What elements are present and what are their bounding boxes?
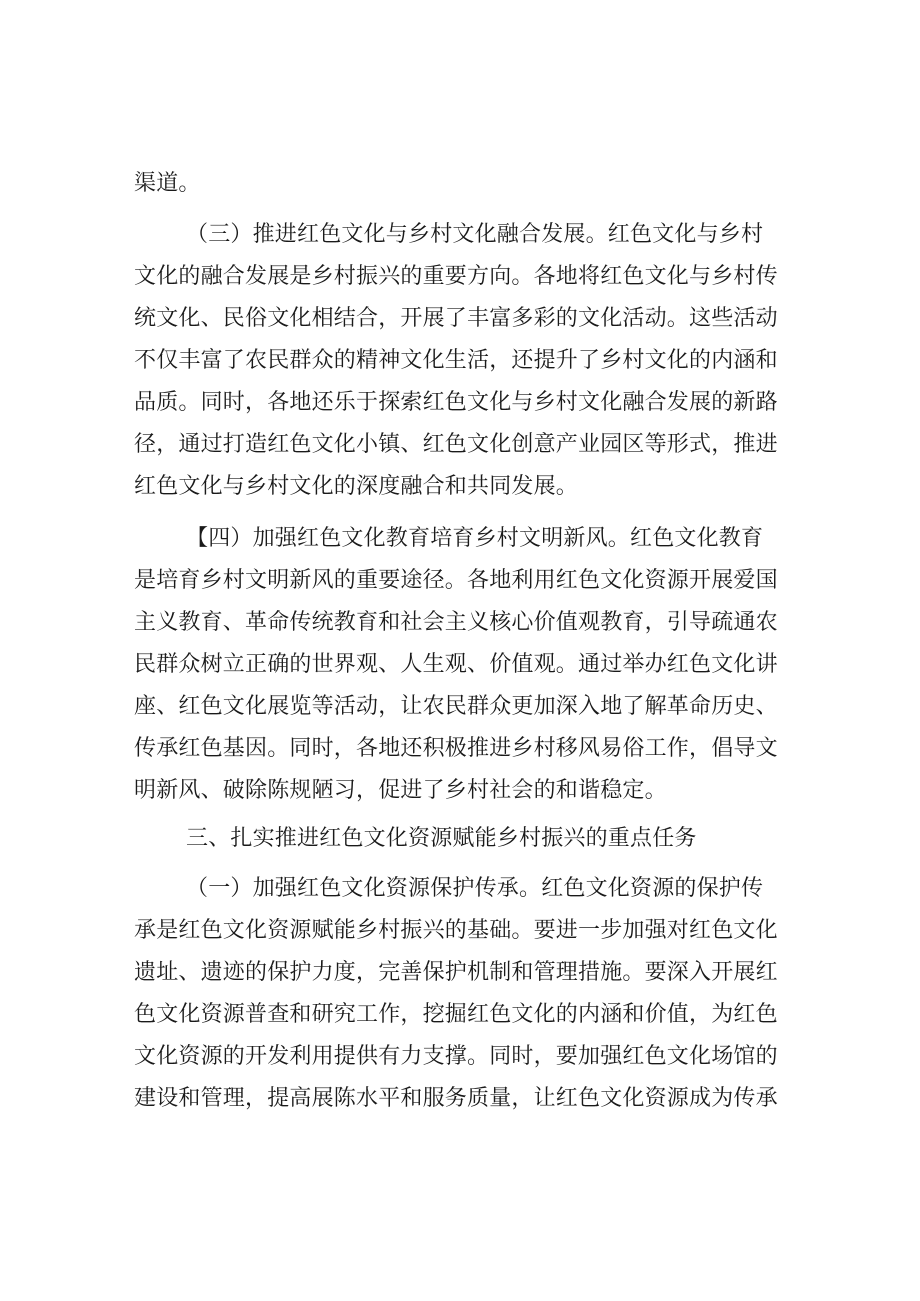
text-line: 建设和管理，提高展陈水平和服务质量，让红色文化资源成为传承 [134,1086,778,1111]
text-line: 品质。同时，各地还乐于探索红色文化与乡村文化融合发展的新路 [134,390,778,415]
text-line: （三）推进红色文化与乡村文化融合发展。红色文化与乡村 [186,222,764,247]
text-line: 是培育乡村文明新风的重要途径。各地利用红色文化资源开展爱国 [134,568,778,593]
text-line: 色文化资源普查和研究工作，挖掘红色文化的内涵和价值，为红色 [134,1002,778,1027]
text-line: 明新风、破除陈规陋习，促进了乡村社会的和谐稳定。 [134,778,667,803]
text-line: 文化资源的开发利用提供有力支撑。同时，要加强红色文化场馆的 [134,1044,778,1069]
text-line: 红色文化与乡村文化的深度融合和共同发展。 [134,474,579,499]
text-line: 不仅丰富了农民群众的精神文化生活，还提升了乡村文化的内涵和 [134,348,778,373]
text-line: 主义教育、革命传统教育和社会主义核心价值观教育，引导疏通农 [134,610,778,635]
text-line: 座、红色文化展览等活动，让农民群众更加深入地了解革命历史、 [134,694,778,719]
text-line: 径，通过打造红色文化小镇、红色文化创意产业园区等形式，推进 [134,432,778,457]
text-line: 传承红色基因。同时，各地还积极推进乡村移风易俗工作，倡导文 [134,736,778,761]
text-line: （一）加强红色文化资源保护传承。红色文化资源的保护传 [186,876,764,901]
text-line: 民群众树立正确的世界观、人生观、价值观。通过举办红色文化讲 [134,652,778,677]
text-line: 统文化、民俗文化相结合，开展了丰富多彩的文化活动。这些活动 [134,306,778,331]
text-line: 【四）加强红色文化教育培育乡村文明新风。红色文化教育 [186,526,764,551]
text-line: 遗址、遗迹的保护力度，完善保护机制和管理措施。要深入开展红 [134,960,778,985]
text-line: 渠道。 [134,171,201,196]
text-line: 承是红色文化资源赋能乡村振兴的基础。要进一步加强对红色文化 [134,918,778,943]
section-heading: 三、扎实推进红色文化资源赋能乡村振兴的重点任务 [186,826,697,851]
text-line: 文化的融合发展是乡村振兴的重要方向。各地将红色文化与乡村传 [134,264,778,289]
